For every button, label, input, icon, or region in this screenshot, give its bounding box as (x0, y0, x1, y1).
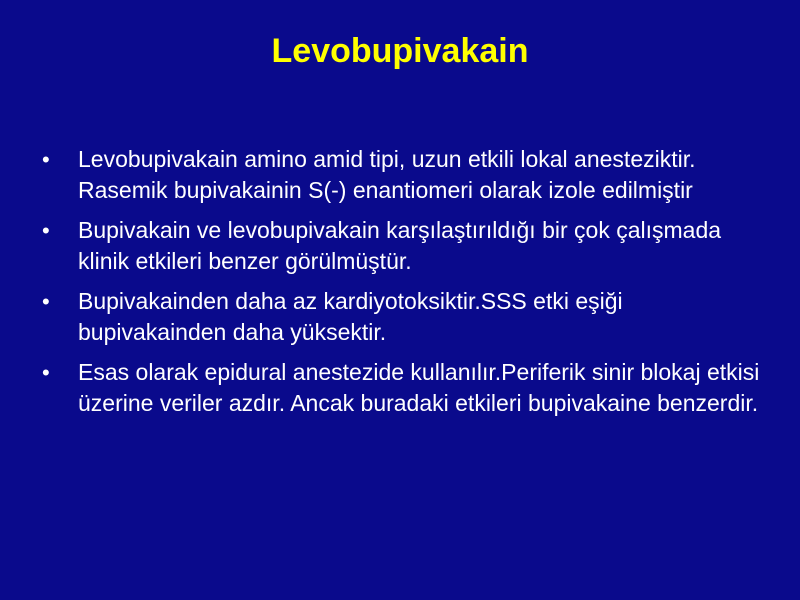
bullet-item (40, 286, 770, 348)
bullet-item (40, 215, 770, 277)
bullet-item (40, 144, 770, 206)
bullet-text: Levobupivakain amino amid tipi, uzun etkili lokal anesteziktir. Rasemik bupivakainin S(-) enantiomeri olarak izole edilmiştir (78, 146, 696, 203)
bullet-list (40, 144, 770, 428)
bullet-text: Bupivakain ve levobupivakain karşılaştırıldığı bir çok çalışmada klinik etkileri benzer görülmüştür. (78, 217, 722, 274)
bullet-dot-icon: • (42, 289, 50, 314)
bullet-dot-icon: • (42, 360, 50, 385)
bullet-text: Esas olarak epidural anestezide kullanılır.Periferik sinir blokaj etkisi üzerine veriler azdır. Ancak buradaki etkileri bupivakaine benzerdir. (78, 359, 760, 416)
bullet-dot-icon: • (42, 147, 50, 172)
slide-title: Levobupivakain (271, 32, 529, 70)
bullet-dot-icon: • (42, 218, 50, 243)
bullet-item (40, 357, 770, 419)
bullet-text: Bupivakainden daha az kardiyotoksiktir.SSS etki eşiği bupivakainden daha yüksektir. (78, 288, 623, 345)
